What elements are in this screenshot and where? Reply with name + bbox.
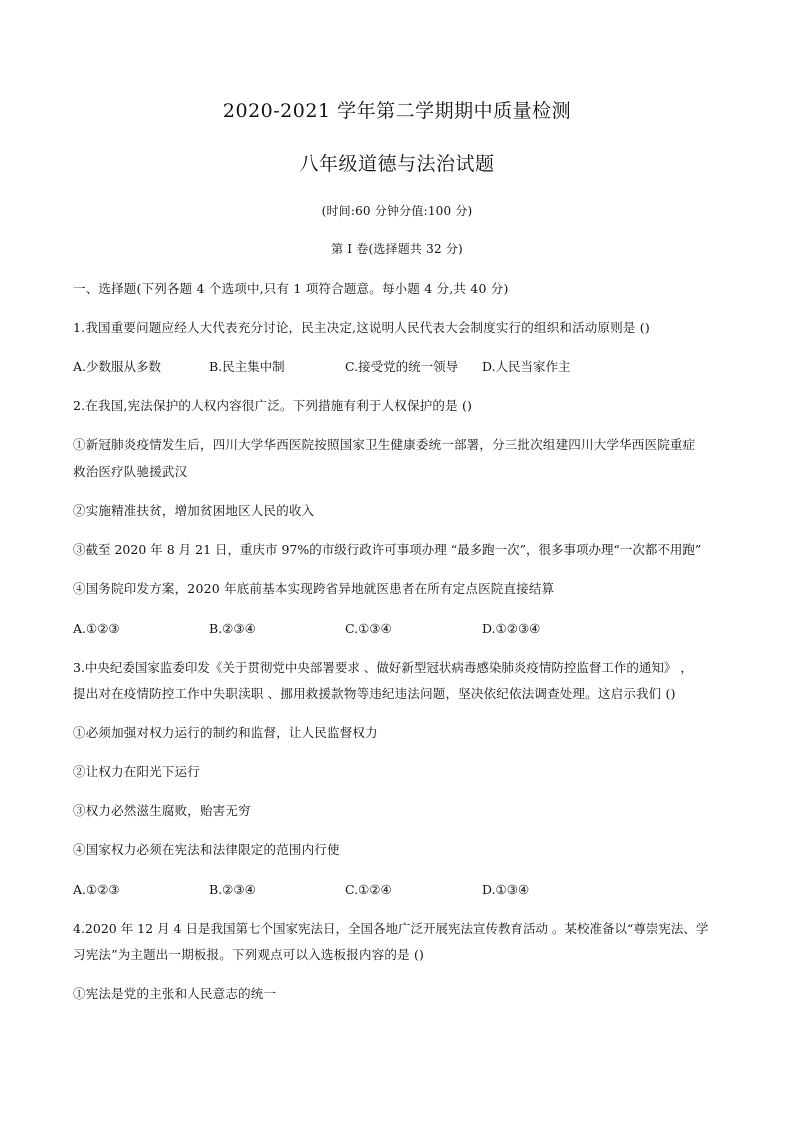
question-1-option-b: B.民主集中制: [209, 359, 285, 374]
question-2-item-4: ④国务院印发方案，2020 年底前基本实现跨省异地就医患者在所有定点医院直接结算: [73, 581, 555, 596]
question-2-item-1-cont: 救治医疗队驰援武汉: [73, 464, 188, 479]
volume-heading: 第 I 卷(选择题共 32 分): [331, 242, 463, 256]
question-3-stem-cont: 提出对在疫情防控工作中失职渎职 、挪用救援款物等违纪违法问题，坚决依纪依法调查处理。这启示我们 (): [73, 686, 676, 701]
question-3-option-b: B.②③④: [209, 882, 256, 897]
exam-subject-title: 八年级道德与法治试题: [299, 153, 495, 175]
question-2-item-2: ②实施精准扶贫，增加贫困地区人民的收入: [73, 503, 315, 518]
question-3-item-3: ③权力必然滋生腐败，贻害无穷: [73, 803, 251, 818]
question-1-option-d: D.人民当家作主: [482, 359, 571, 374]
question-2-option-c: C.①③④: [345, 621, 392, 636]
question-2-item-1: ①新冠肺炎疫情发生后，四川大学华西医院按照国家卫生健康委统一部署，分三批次组建四川大学华西医院重症: [73, 437, 696, 452]
question-3-stem: 3.中央纪委国家监委印发《关于贯彻党中央部署要求 、做好新型冠状病毒感染肺炎疫情防控监督工作的通知》 ，: [73, 660, 693, 675]
question-4-item-1: ①宪法是党的主张和人民意志的统一: [73, 986, 277, 1001]
question-3-option-d: D.①③④: [482, 882, 530, 897]
question-3-item-1: ①必须加强对权力运行的制约和监督，让人民监督权力: [73, 725, 378, 740]
question-2-option-b: B.②③④: [209, 621, 256, 636]
question-3-option-a: A.①②③: [73, 882, 120, 897]
question-1-option-c: C.接受党的统一领导: [345, 359, 459, 374]
question-4-stem: 4.2020 年 12 月 4 日是我国第七个国家宪法日，全国各地广泛开展宪法宣传教育活动 。某校准备以“尊崇宪法、学: [73, 921, 709, 936]
question-2-option-d: D.①②③④: [482, 621, 541, 636]
question-2-stem: 2.在我国,宪法保护的人权内容很广泛。下列措施有利于人权保护的是 (): [73, 398, 473, 413]
exam-title: 2020-2021 学年第二学期期中质量检测: [222, 100, 572, 122]
question-2-option-a: A.①②③: [73, 621, 120, 636]
question-1-option-a: A.少数服从多数: [73, 359, 162, 374]
section-instruction: 一、选择题(下列各题 4 个选项中,只有 1 项符合题意。每小题 4 分,共 40 分): [73, 281, 509, 296]
question-2-item-3: ③截至 2020 年 8 月 21 日，重庆市 97%的市级行政许可事项办理 “最多跑一次”，很多事项办理“一次都不用跑”: [73, 542, 702, 557]
exam-info: (时间:60 分钟分值:100 分): [321, 204, 473, 218]
question-3-item-2: ②让权力在阳光下运行: [73, 764, 201, 779]
question-4-stem-cont: 习宪法”为主题出一期板报。下列观点可以入选板报内容的是 (): [73, 947, 425, 962]
question-1-stem: 1.我国重要问题应经人大代表充分讨论，民主决定,这说明人民代表大会制度实行的组织和活动原则是 (): [73, 320, 650, 335]
question-3-option-c: C.①②④: [345, 882, 392, 897]
question-3-item-4: ④国家权力必须在宪法和法律限定的范围内行使: [73, 842, 340, 857]
